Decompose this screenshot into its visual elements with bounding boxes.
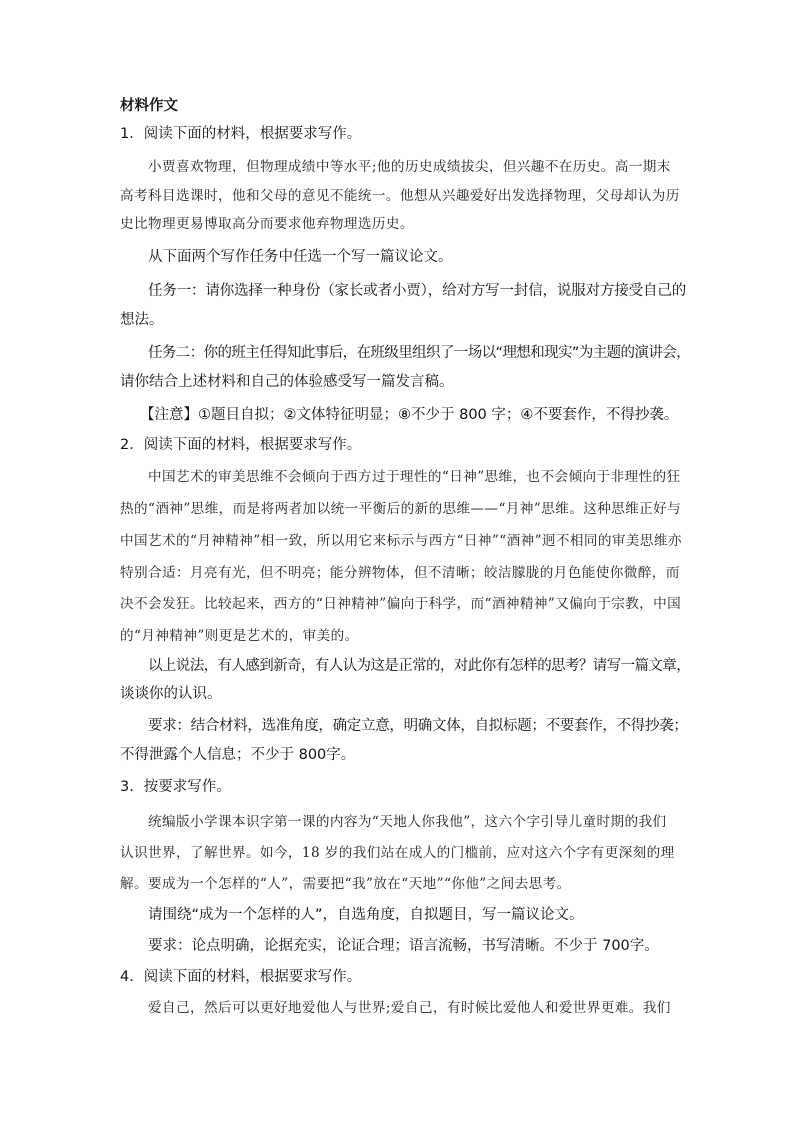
q1-material-line: 史比物理更易博取高分而要求他弃物理选历史。 [120,216,414,232]
q1-task1-line: 任务一：请你选择一种身份（家长或者小贾），给对方写一封信，说服对方接受自己的 [148,283,687,299]
q3-requirements: 要求：论点明确，论据充实，论证合理；语言流畅，书写清晰。不少于 700字。 [148,938,659,954]
q2-heading: 2．阅读下面的材料，根据要求写作。 [120,437,362,453]
q1-material-line: 高考科目选课时，他和父母的意见不能统一。他想从兴趣爱好出发选择物理，父母却认为历 [120,188,680,204]
q1-heading: 1．阅读下面的材料，根据要求写作。 [120,126,362,142]
q2-requirements-line: 不得泄露个人信息；不少于 800字。 [120,747,356,763]
q2-prompt-line: 谈谈你的认识。 [120,686,222,702]
q2-material-line: 的“月神精神”则更是艺术的，审美的。 [120,628,359,644]
q1-task1-line: 想法。 [120,312,164,328]
q2-prompt-line: 以上说法，有人感到新奇，有人认为这是正常的，对此你有怎样的思考？请写一篇文章， [148,658,691,674]
q3-material-line: 认识世界，了解世界。如今，18 岁的我们站在成人的门槛前，应对这六个字有更深刻的理 [120,845,675,861]
section-title: 材料作文 [120,98,178,114]
q2-material-line: 特别合适：月亮有光，但不明亮；能分辨物体，但不清晰；皎洁朦胧的月色能使你微醉，而 [120,565,680,581]
q1-material-line: 小贾喜欢物理，但物理成绩中等水平;他的历史成绩拔尖，但兴趣不在历史。高一期末 [148,159,671,175]
q2-material-line: 中国艺术的审美思维不会倾向于西方过于理性的“日神”思维，也不会倾向于非理性的狂 [148,469,681,485]
q2-material-line: 决不会发狂。比较起来，西方的“日神精神”偏向于科学，而“酒神精神”又偏向于宗教，中国 [120,596,682,612]
q1-instruction: 从下面两个写作任务中任选一个写一篇议论文。 [148,249,453,265]
q3-heading: 3．按要求写作。 [120,779,231,795]
q2-material-line: 热的“酒神”思维，而是将两者加以统一平衡后的新的思维——“月神”思维。这种思维正好与 [120,501,682,517]
q3-material-line: 统编版小学课本识字第一课的内容为“天地人你我他”，这六个字引导儿童时期的我们 [148,814,667,830]
q4-material-line: 爱自己，然后可以更好地爱他人与世界;爱自己，有时候比爱他人和爱世界更难。我们 [148,1000,671,1016]
q2-requirements-line: 要求：结合材料，选准角度，确定立意，明确文体，自拟标题；不要套作，不得抄袭； [148,718,688,734]
q1-task2-line: 请你结合上述材料和自己的体验感受写一篇发言稿。 [120,374,454,390]
q1-note: 【注意】①题目自拟；②文体特征明显；⑧不少于 800 字；④不要套作，不得抄袭。 [140,407,679,423]
q1-task2-line: 任务二：你的班主任得知此事后，在班级里组织了一场以“理想和现实”为主题的演讲会， [148,345,691,361]
q3-prompt: 请围绕“成为一个怎样的人”，自选角度，自拟题目，写一篇议论文。 [148,907,584,923]
q3-material-line: 解。要成为一个怎样的“人”，需要把“我”放在“天地”“你他”之间去思考。 [120,876,571,892]
q2-material-line: 中国艺术的“月神精神”相一致，所以用它来标示与西方“日神”“酒神”迥不相同的审美思维亦 [120,533,682,549]
q4-heading: 4．阅读下面的材料，根据要求写作。 [120,969,362,985]
